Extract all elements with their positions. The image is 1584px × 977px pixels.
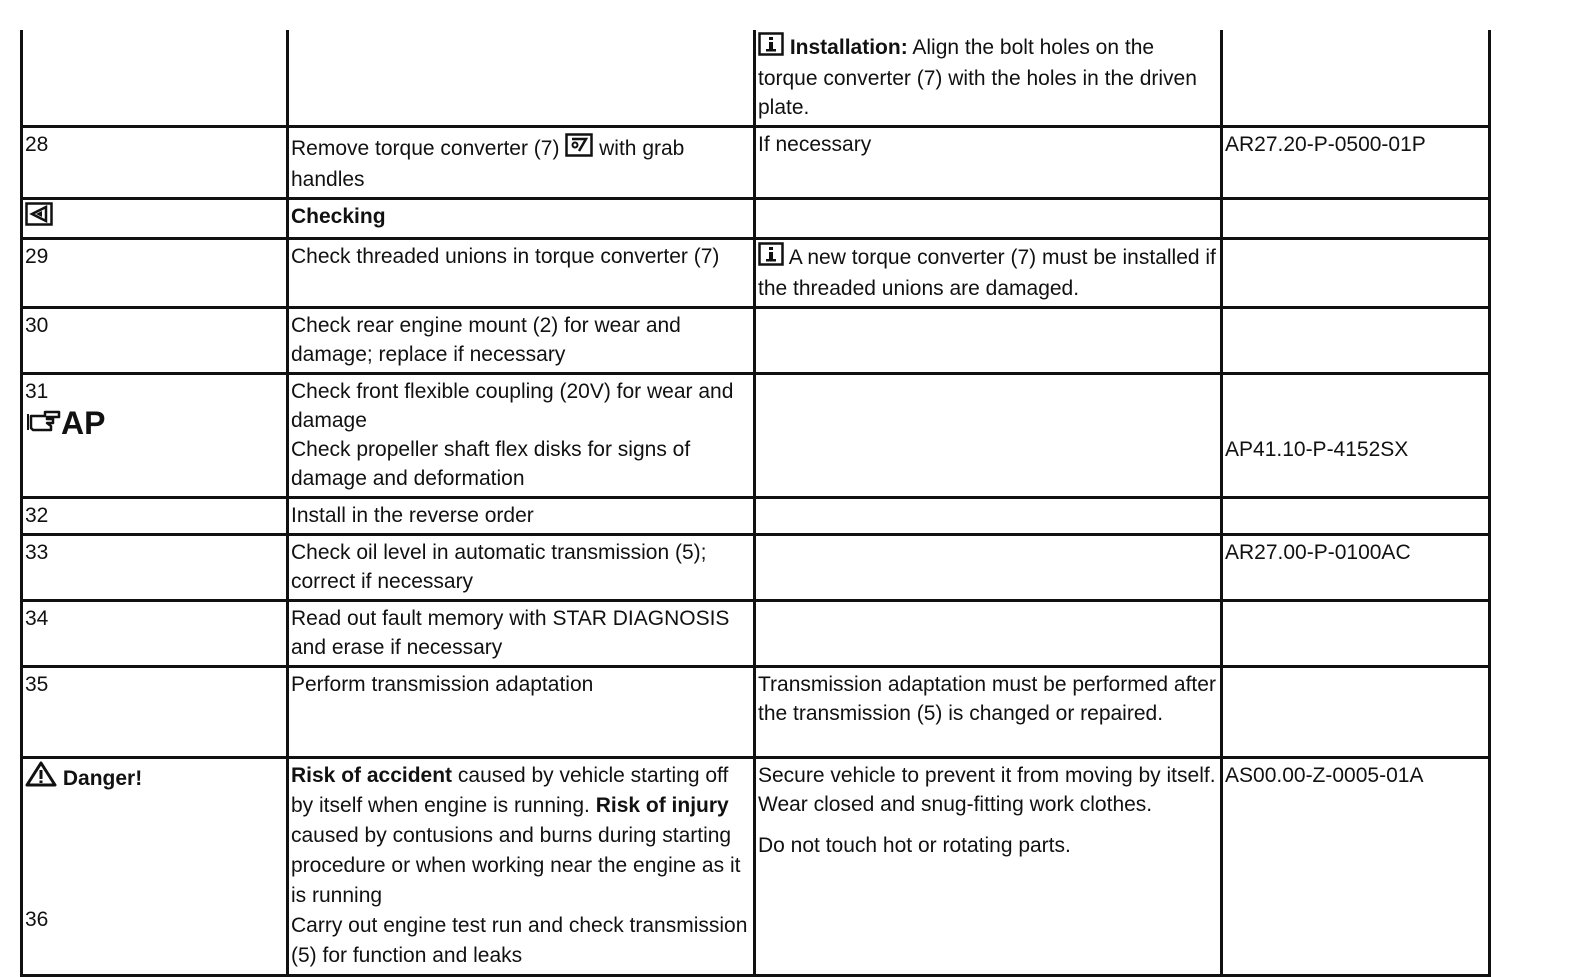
installation-label: Installation: (789, 36, 908, 59)
ref-cell (1222, 667, 1490, 758)
step-number: 28 (22, 127, 288, 199)
action-text: Read out fault memory with STAR DIAGNOSIS and erase if necessary (288, 601, 755, 667)
note-cell (755, 758, 1222, 976)
danger-warning (25, 761, 284, 795)
action-cell (288, 374, 755, 498)
ref-cell (1222, 239, 1490, 308)
table-row (22, 758, 1490, 976)
risk-injury-label: Risk of injury (595, 794, 729, 817)
step-number: 34 (22, 601, 288, 667)
risk-accident-label: Risk of accident (291, 764, 453, 787)
ref-link[interactable]: AR27.20-P-0500-01P (1222, 127, 1490, 199)
action-text: Check front flexible coupling (20V) for wear and damage (291, 380, 734, 432)
ref-cell (1222, 308, 1490, 374)
note-cell (755, 199, 1222, 239)
step-number: 31 (25, 380, 49, 403)
ref-cell (1222, 498, 1490, 535)
note-text: Transmission adaptation must be performed after the transmission (5) is changed or repaired. (755, 667, 1222, 758)
action-text: Carry out engine test run and check transmission (5) for function and leaks (291, 914, 748, 967)
table-row (22, 498, 1490, 535)
ref-link[interactable]: AS00.00-Z-0005-01A (1222, 758, 1490, 976)
note-text: If necessary (755, 127, 1222, 199)
note-text: Do not touch hot or rotating parts. (758, 834, 1071, 857)
ap-action-text: Check propeller shaft flex disks for signs of damage and deformation (291, 438, 691, 490)
table-row (22, 239, 1490, 308)
step-number: 36 (25, 908, 49, 931)
risk-accident-text: caused by vehicle starting off by itself when engine is running. (291, 764, 729, 817)
note-text: A new torque converter (7) must be installed if the threaded unions are damaged. (758, 246, 1216, 300)
step-cell (22, 758, 288, 976)
action-cell (288, 758, 755, 976)
step-number: 33 (22, 535, 288, 601)
action-text: Check rear engine mount (2) for wear and damage; replace if necessary (288, 308, 755, 374)
table-row (22, 667, 1490, 758)
action-text: Perform transmission adaptation (288, 667, 755, 758)
action-text: Remove torque converter (7) (291, 137, 560, 160)
ref-link[interactable]: AR27.00-P-0100AC (1222, 535, 1490, 601)
note-cell (755, 498, 1222, 535)
pointing-hand-icon (25, 408, 61, 438)
table-row (22, 374, 1490, 498)
note-cell (755, 535, 1222, 601)
note-cell (755, 308, 1222, 374)
step-number: 30 (22, 308, 288, 374)
note-cell (755, 374, 1222, 498)
checking-icon (25, 202, 53, 234)
table-row (22, 535, 1490, 601)
note-cell (755, 30, 1222, 127)
procedure-table (20, 30, 1491, 977)
risk-injury-text: caused by contusions and burns during starting procedure or when working near the engine as it is running (291, 824, 741, 907)
note-text: Secure vehicle to prevent it from moving by itself. (758, 764, 1216, 787)
action-text: Install in the reverse order (288, 498, 755, 535)
ap-ref-link[interactable]: AP41.10-P-4152SX (1225, 438, 1409, 461)
info-icon (758, 32, 784, 64)
step-number: 32 (22, 498, 288, 535)
action-cell (288, 127, 755, 199)
danger-label: Danger! (62, 767, 143, 790)
ref-cell (1222, 601, 1490, 667)
action-cell (288, 30, 755, 127)
note-text: Wear closed and snug-fitting work clothes. (758, 793, 1153, 816)
special-tool-icon (565, 133, 593, 165)
action-text-continued: with grab handles (291, 137, 685, 191)
table-row (22, 30, 1490, 127)
table-row (22, 199, 1490, 239)
step-cell (22, 374, 288, 498)
ap-label: AP (61, 405, 106, 441)
ref-cell (1222, 374, 1490, 498)
info-icon (758, 242, 784, 274)
step-cell (22, 30, 288, 127)
note-cell (755, 601, 1222, 667)
action-text: Check threaded unions in torque converter (7) (288, 239, 755, 308)
ref-cell (1222, 199, 1490, 239)
step-cell (22, 199, 288, 239)
step-number: 35 (22, 667, 288, 758)
ap-marker (25, 405, 106, 441)
table-row (22, 601, 1490, 667)
table-row (22, 308, 1490, 374)
step-number: 29 (22, 239, 288, 308)
table-row (22, 127, 1490, 199)
ref-cell (1222, 30, 1490, 127)
installation-text: Align the bolt holes on the torque converter (7) with the holes in the driven plate. (758, 36, 1197, 119)
warning-triangle-icon (25, 761, 57, 795)
note-cell (755, 239, 1222, 308)
action-text: Check oil level in automatic transmission (5); correct if necessary (288, 535, 755, 601)
section-title: Checking (288, 199, 755, 239)
